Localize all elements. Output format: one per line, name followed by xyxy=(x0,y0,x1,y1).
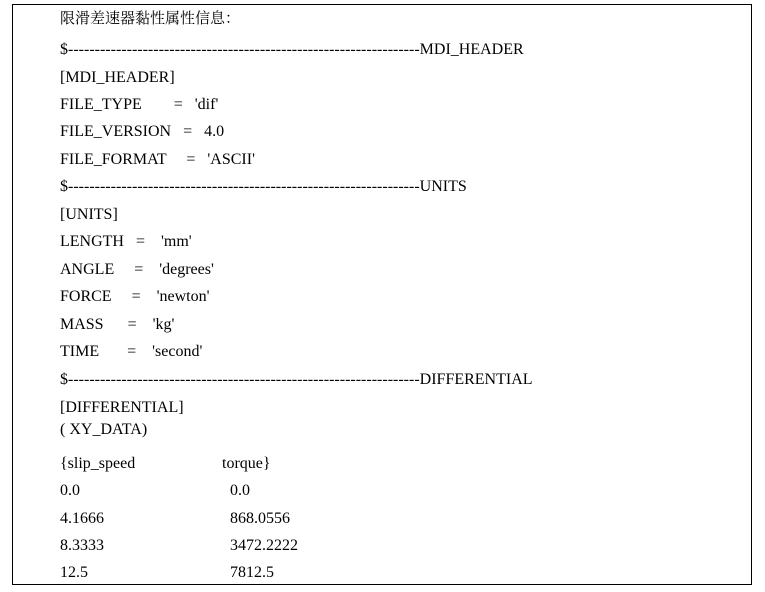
length-line: LENGTH = 'mm' xyxy=(60,233,192,250)
table-header-slip-speed: {slip_speed xyxy=(60,455,136,472)
mass-line: MASS = 'kg' xyxy=(60,316,175,333)
file-version-line: FILE_VERSION = 4.0 xyxy=(60,123,225,140)
table-row-torque: 868.0556 xyxy=(230,510,290,527)
section-units: [UNITS] xyxy=(60,206,118,223)
xy-data-line: ( XY_DATA) xyxy=(60,421,148,438)
table-row-slip-speed: 4.1666 xyxy=(60,510,104,527)
separator-mdi-header: $------------------------------------------------------------------MDI_HEADER xyxy=(60,41,524,58)
table-row-slip-speed: 8.3333 xyxy=(60,537,104,554)
angle-line: ANGLE = 'degrees' xyxy=(60,261,214,278)
table-row-torque: 7812.5 xyxy=(230,564,274,581)
document-title: 限滑差速器黏性属性信息： xyxy=(60,9,241,27)
table-header-torque: torque} xyxy=(222,455,271,472)
file-type-line: FILE_TYPE = 'dif' xyxy=(60,96,219,113)
separator-differential: $------------------------------------------------------------------DIFFERENTIAL xyxy=(60,371,533,388)
table-row-torque: 0.0 xyxy=(230,482,250,499)
time-line: TIME = 'second' xyxy=(60,343,203,360)
force-line: FORCE = 'newton' xyxy=(60,288,210,305)
table-row-torque: 3472.2222 xyxy=(230,537,298,554)
section-mdi-header: [MDI_HEADER] xyxy=(60,69,175,86)
separator-units: $------------------------------------------------------------------UNITS xyxy=(60,178,467,195)
file-format-line: FILE_FORMAT = 'ASCII' xyxy=(60,151,255,168)
section-differential: [DIFFERENTIAL] xyxy=(60,399,184,416)
table-row-slip-speed: 12.5 xyxy=(60,564,88,581)
table-row-slip-speed: 0.0 xyxy=(60,482,80,499)
